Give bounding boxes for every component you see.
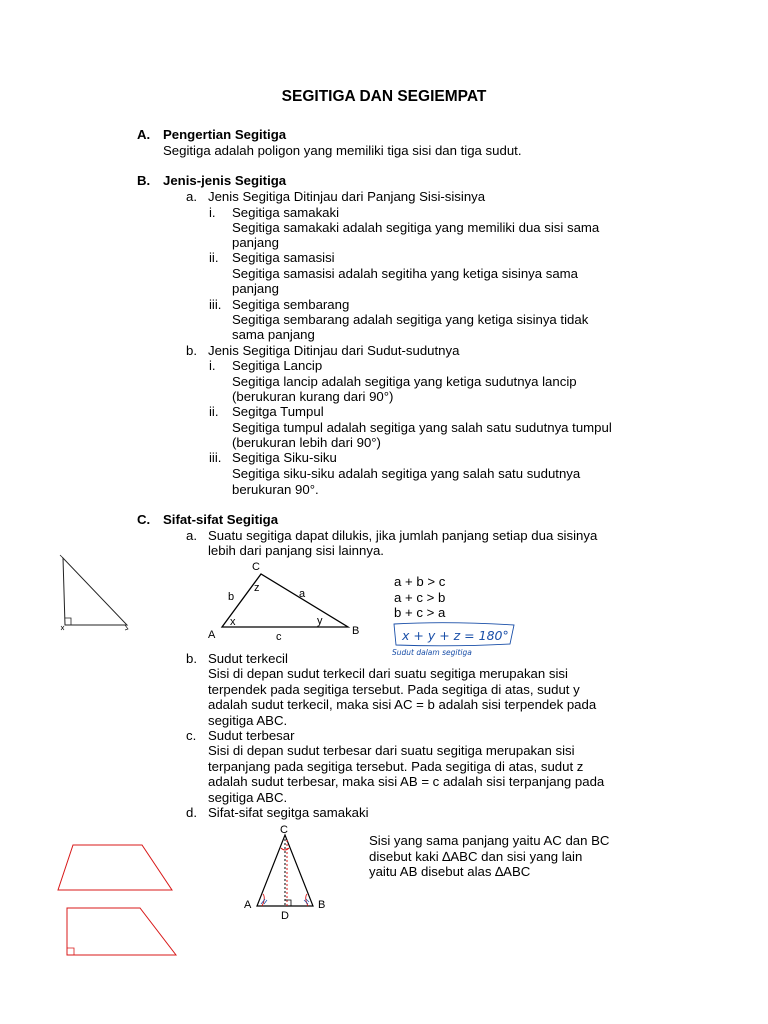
list-item-name: Segitiga Lancip [232, 358, 323, 373]
vertex-c-label: C [252, 561, 260, 573]
red-trapezoid-sketch [55, 840, 190, 895]
red-right-trapezoid-sketch [60, 903, 195, 958]
list-marker: b. [186, 651, 197, 666]
list-item-text: (berukuran lebih dari 90°) [232, 435, 381, 450]
angle-z-label: z [254, 582, 260, 594]
list-item-text: Segitiga siku-siku adalah segitiga yang salah satu sudutnya [232, 466, 581, 481]
inequality-3: b + c > a [394, 605, 446, 620]
subsection-heading: Sifat-sifat segitga samakaki [208, 805, 369, 820]
section-b-letter: B. [137, 173, 151, 188]
list-item-text: berukuran 90°. [232, 482, 319, 497]
list-item-text: Segitiga samakaki adalah segitiga yang memiliki dua sisi sama [232, 220, 600, 235]
subsection-heading: Sudut terkecil [208, 651, 288, 666]
iso-description-line: yaitu AB disebut alas ∆ABC [369, 864, 531, 879]
angle-x-label: x [230, 616, 236, 628]
paragraph-line: terpanjang pada segitiga tersebut. Pada segitiga di atas, sudut z [208, 759, 584, 774]
triangle-abc-diagram [200, 558, 375, 643]
handwritten-sum-text: x + y + z = 180° [402, 628, 509, 643]
side-c-label: c [276, 631, 282, 643]
section-a-heading: Pengertian Segitiga [163, 127, 287, 142]
side-a-label: a [299, 588, 306, 600]
inequality-1: a + b > c [394, 574, 446, 589]
list-item-name: Segitiga samasisi [232, 250, 335, 265]
list-marker: d. [186, 805, 197, 820]
section-c-heading: Sifat-sifat Segitiga [163, 512, 279, 527]
list-item-name: Segitiga samakaki [232, 205, 340, 220]
list-item-text: Segitiga tumpul adalah segitiga yang salah satu sudutnya tumpul [232, 420, 612, 435]
list-marker: c. [186, 728, 197, 743]
handwritten-angle-sum [388, 620, 523, 662]
paragraph-line: terpendek pada segitiga tersebut. Pada segitiga di atas, sudut y [208, 682, 580, 697]
list-item-text: Segitiga lancip adalah segitiga yang ketiga sudutnya lancip [232, 374, 577, 389]
list-item-text: Segitiga sembarang adalah segitiga yang ketiga sisinya tidak [232, 312, 589, 327]
list-item-name: Segitiga sembarang [232, 297, 350, 312]
list-item-text: Segitiga samasisi adalah segitiha yang ketiga sisinya sama [232, 266, 578, 281]
paragraph-line: segitiga ABC. [208, 713, 288, 728]
iso-vertex-b-label: B [318, 899, 326, 911]
vertex-b-label: B [352, 625, 360, 637]
page-title: SEGITIGA DAN SEGIEMPAT [281, 88, 487, 105]
subsection-heading: Jenis Segitiga Ditinjau dari Sudut-sudutnya [208, 343, 460, 358]
section-c-letter: C. [137, 512, 151, 527]
list-item-text: panjang [232, 281, 279, 296]
list-marker: b. [186, 343, 197, 358]
iso-vertex-c-label: C [280, 824, 288, 836]
list-marker: a. [186, 189, 197, 204]
iso-point-d-label: D [281, 910, 289, 922]
angle-y-label: y [317, 615, 323, 627]
paragraph-line: segitiga ABC. [208, 790, 288, 805]
list-item-text: Suatu segitiga dapat dilukis, jika jumlah panjang setiap dua sisinya [208, 528, 598, 543]
section-a-text: Segitiga adalah poligon yang memiliki tiga sisi dan tiga sudut. [163, 143, 522, 158]
paragraph-line: adalah sudut terkecil, maka sisi AC = b adalah sisi terpendek pada [208, 697, 597, 712]
list-marker: i. [209, 358, 216, 373]
side-b-label: b [228, 591, 235, 603]
list-item-name: Segitga Tumpul [232, 404, 324, 419]
list-item-text: panjang [232, 235, 279, 250]
section-a-letter: A. [137, 127, 151, 142]
list-item-name: Segitiga Siku-siku [232, 450, 337, 465]
subsection-heading: Jenis Segitiga Ditinjau dari Panjang Sisi-sisinya [208, 189, 486, 204]
right-triangle-sketch [55, 552, 135, 636]
list-marker: a. [186, 528, 197, 543]
iso-description-line: Sisi yang sama panjang yaitu AC dan BC [369, 833, 610, 848]
paragraph-line: adalah sudut terbesar, maka sisi AB = c adalah sisi terpanjang pada [208, 774, 605, 789]
list-marker: ii. [209, 250, 219, 265]
section-b-heading: Jenis-jenis Segitiga [163, 173, 287, 188]
handwritten-note-text: Sudut dalam segitiga [392, 648, 472, 657]
paragraph-line: Sisi di depan sudut terbesar dari suatu segitiga merupakan sisi [208, 743, 575, 758]
iso-vertex-a-label: A [244, 899, 252, 911]
list-marker: ii. [209, 404, 219, 419]
list-marker: iii. [209, 450, 222, 465]
isosceles-triangle-diagram [240, 822, 332, 922]
list-item-text: sama panjang [232, 327, 315, 342]
list-marker: i. [209, 205, 216, 220]
vertex-a-label: A [208, 629, 216, 641]
list-marker: iii. [209, 297, 222, 312]
inequality-2: a + c > b [394, 590, 446, 605]
subsection-heading: Sudut terbesar [208, 728, 295, 743]
list-item-text: (berukuran kurang dari 90°) [232, 389, 394, 404]
list-item-text: lebih dari panjang sisi lainnya. [208, 543, 384, 558]
iso-description-line: disebut kaki ∆ABC dan sisi yang lain [369, 849, 583, 864]
paragraph-line: Sisi di depan sudut terkecil dari suatu segitiga merupakan sisi [208, 666, 568, 681]
